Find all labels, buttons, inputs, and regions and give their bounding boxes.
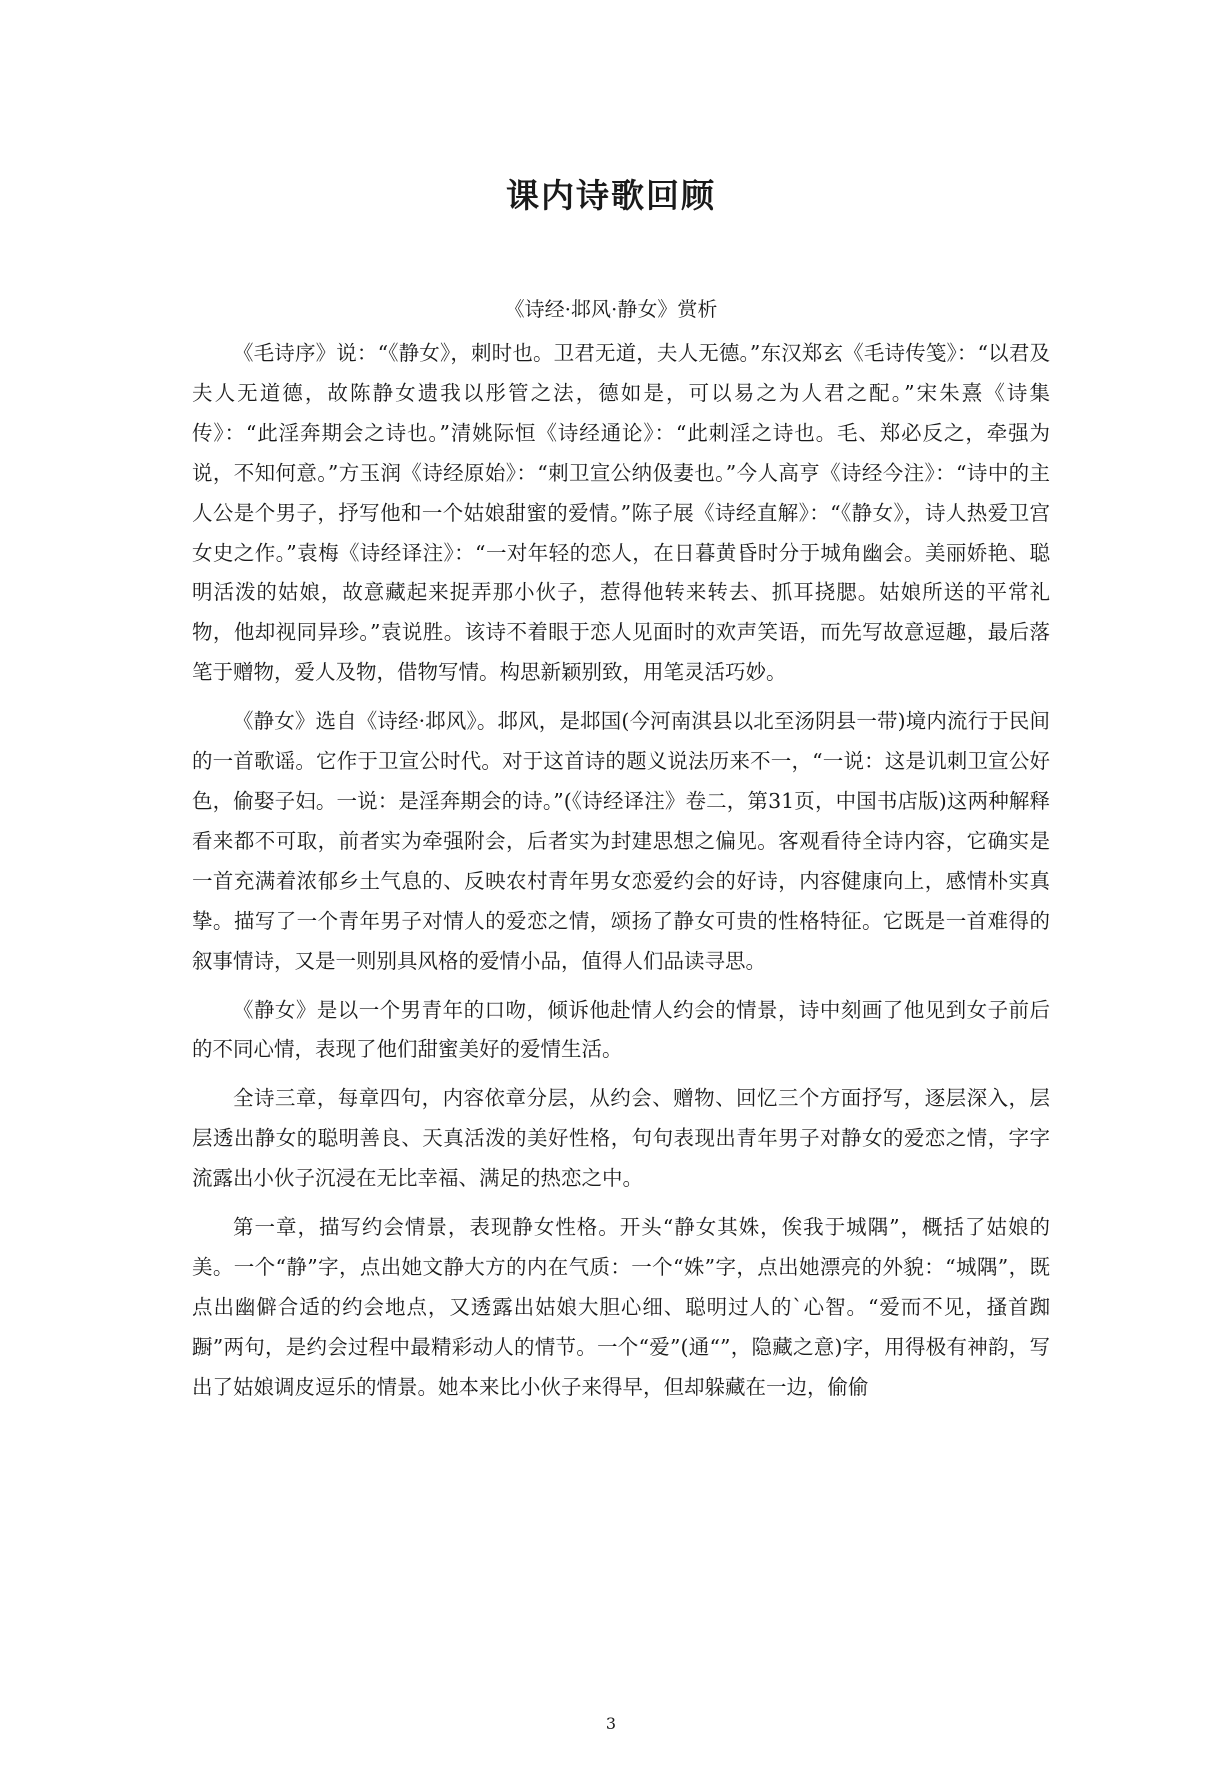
page-title: 课内诗歌回顾	[506, 176, 716, 215]
article-subtitle: 《诗经·邶风·静女》赏析	[504, 297, 718, 321]
paragraph-4: 全诗三章，每章四句，内容依章分层，从约会、赠物、回忆三个方面抒写，逐层深入，层层透出静女的聪明善良、天真活泼的美好性格，句句表现出青年男子对静女的爱恋之情，字字流露出小伙子沉浸在无比幸福、满足的热恋之中。	[192, 1086, 1050, 1191]
paragraph-2: 《静女》选自《诗经·邶风》。邶风，是邶国(今河南淇县以北至汤阴县一带)境内流行于民间的一首歌谣。它作于卫宣公时代。对于这首诗的题义说法历来不一，“一说：这是讥刺卫宣公好色，偷娶子妇。一说：是淫奔期会的诗。”(《诗经译注》卷二，第31页，中国书店版)这两种解释看来都不可取，前者实为牵强附会，后者实为封建思想之偏见。客观看待全诗内容，它确实是一首充满着浓郁乡土气息的、反映农村青年男女恋爱约会的好诗，内容健康向上，感情朴实真挚。描写了一个青年男子对情人的爱恋之情，颂扬了静女可贵的性格特征。它既是一首难得的叙事情诗，又是一则别具风格的爱情小品，值得人们品读寻思。	[192, 709, 1050, 973]
paragraph-1: 《毛诗序》说：“《静女》，刺时也。卫君无道，夫人无德。”东汉郑玄《毛诗传笺》：“以君及夫人无道德，故陈静女遗我以彤管之法，德如是，可以易之为人君之配。”宋朱熹《诗集传》：“此淫奔期会之诗也。”清姚际恒《诗经通论》：“此刺淫之诗也。毛、郑必反之，牵强为说，不知何意。”方玉润《诗经原始》：“刺卫宣公纳伋妻也。”今人高亨《诗经今注》：“诗中的主人公是个男子，抒写他和一个姑娘甜蜜的爱情。”陈子展《诗经直解》：“《静女》，诗人热爱卫宫女史之作。”袁梅《诗经译注》：“一对年轻的恋人，在日暮黄昏时分于城角幽会。美丽娇艳、聪明活泼的姑娘，故意藏起来捉弄那小伙子，惹得他转来转去、抓耳挠腮。姑娘所送的平常礼物，他却视同异珍。”袁说胜。该诗不着眼于恋人见面时的欢声笑语，而先写故意逗趣，最后落笔于赠物，爱人及物，借物写情。构思新颖别致，用笔灵活巧妙。	[192, 341, 1050, 685]
paragraph-3: 《静女》是以一个男青年的口吻，倾诉他赴情人约会的情景，诗中刻画了他见到女子前后的不同心情，表现了他们甜蜜美好的爱情生活。	[192, 997, 1050, 1062]
article-body	[192, 334, 1050, 1417]
paragraph-5: 第一章，描写约会情景，表现静女性格。开头“静女其姝，俟我于城隅”，概括了姑娘的美。一个“静”字，点出她文静大方的内在气质：一个“姝”字，点出她漂亮的外貌：“城隅”，既点出幽僻合适的约会地点，又透露出姑娘大胆心细、聪明过人的`心智。“爱而不见，搔首踟蹰”两句，是约会过程中最精彩动人的情节。一个“爱”(通“”，隐藏之意)字，用得极有神韵，写出了姑娘调皮逗乐的情景。她本来比小伙子来得早，但却躲藏在一边，偷偷	[192, 1215, 1050, 1399]
page-number: 3	[605, 1714, 617, 1733]
